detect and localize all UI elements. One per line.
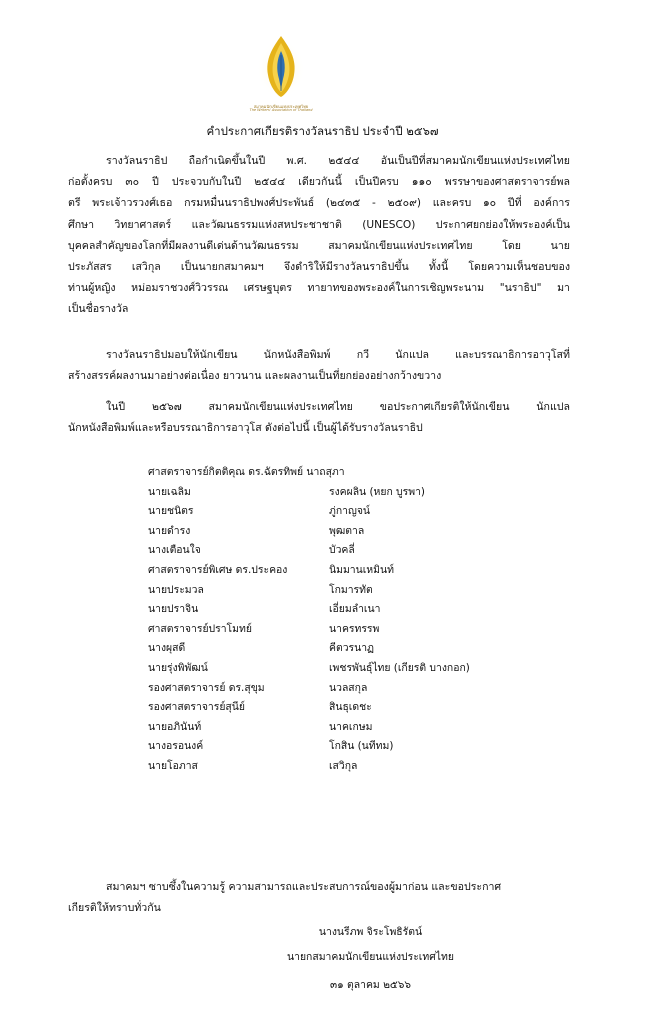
list-item <box>148 600 568 620</box>
awardee-given-name: นางเตือนใจ <box>148 544 201 557</box>
awardee-given-name: นายปราจิน <box>148 603 199 616</box>
awardee-given-name: ศาสตราจารย์กิตติคุณ ดร.ฉัตรทิพย์ นาถสุภา <box>148 466 345 478</box>
logo-caption-thai: สมาคมนักเขียนแห่งประเทศไทย <box>253 104 309 109</box>
list-item <box>148 483 568 503</box>
paragraph-line: ศึกษา วิทยาศาสตร์ และวัฒนธรรมแห่งสหประชาชาติ (UNESCO) ประกาศยกย่องให้พระองค์เป็น <box>68 218 570 231</box>
list-item <box>148 561 568 581</box>
list-item <box>148 581 568 601</box>
paragraph-history <box>68 151 570 321</box>
awardee-family-name: นิมมานเหมินท์ <box>329 563 394 576</box>
paragraph-line: เป็นชื่อรางวัล <box>68 303 129 316</box>
awardee-given-name: นายอภินันท์ <box>148 720 202 733</box>
awardee-family-name: พุฒตาล <box>329 524 365 537</box>
list-item <box>148 757 568 777</box>
signature-name: นางนรีภพ จิระโพธิรัตน์ <box>318 926 423 938</box>
closing-paragraph <box>68 877 570 919</box>
awardee-family-name: คีตวรนาฏ <box>329 642 375 655</box>
signature-date: ๓๑ ตุลาคม ๒๕๖๖ <box>330 979 411 991</box>
list-item <box>148 718 568 738</box>
awardee-given-name: นายรุ่งพิพัฒน์ <box>148 661 208 674</box>
awardee-given-name: ศาสตราจารย์ปราโมทย์ <box>148 622 252 635</box>
signature-title: นายกสมาคมนักเขียนแห่งประเทศไทย <box>287 951 454 963</box>
paragraph-line: รางวัลนราธิป ถือกำเนิดขึ้นในปี พ.ศ. ๒๕๔๔ อันเป็นปีที่สมาคมนักเขียนแห่งประเทศไทย <box>106 155 570 167</box>
paragraph-line: ประภัสสร เสวิกุล เป็นนายกสมาคมฯ จึงดำริให้มีรางวัลนราธิปขึ้น ทั้งนี้ โดยความเห็นชอบของ <box>68 261 570 274</box>
list-item <box>148 639 568 659</box>
awardee-family-name: นาคเกษม <box>329 720 373 733</box>
list-item <box>148 679 568 699</box>
logo-caption-english: The Writers' Association of Thailand <box>249 108 313 112</box>
list-item <box>148 502 568 522</box>
awardee-family-name: รงคผลิน (หยก บูรพา) <box>329 485 425 498</box>
list-item <box>148 737 568 757</box>
paragraph-line: รางวัลนราธิปมอบให้นักเขียน นักหนังสือพิมพ์ กวี นักแปล และบรรณาธิการอาวุโสที่ <box>106 349 570 361</box>
list-item <box>148 522 568 542</box>
paragraph-line: สมาคมฯ ซาบซึ้งในความรู้ ความสามารถและประสบการณ์ของผู้มาก่อน และขอประกาศ <box>106 881 502 893</box>
awardee-list <box>148 463 568 777</box>
paragraph-line: สร้างสรรค์ผลงานมาอย่างต่อเนื่อง ยาวนาน และผลงานเป็นที่ยกย่องอย่างกว้างขวาง <box>68 370 442 383</box>
awardee-family-name: เพชรพันธุ์ไทย (เกียรติ บางกอก) <box>329 661 470 674</box>
awardee-family-name: นาครทรรพ <box>329 622 380 635</box>
list-item <box>148 698 568 718</box>
page-title: คำประกาศเกียรติรางวัลนราธิป ประจำปี ๒๕๖๗ <box>206 124 439 138</box>
awardee-family-name: บัวคลี่ <box>329 544 355 557</box>
paragraph-line: นักหนังสือพิมพ์และหรือบรรณาธิการอาวุโส ดังต่อไปนี้ เป็นผู้ได้รับรางวัลนราธิป <box>68 422 423 435</box>
paragraph-line: ในปี ๒๕๖๗ สมาคมนักเขียนแห่งประเทศไทย ขอประกาศเกียรติให้นักเขียน นักแปล <box>106 401 570 413</box>
paragraph-announcement <box>68 397 570 439</box>
awardee-given-name: นายเฉลิม <box>148 485 191 498</box>
awardee-given-name: ศาสตราจารย์พิเศษ ดร.ประคอง <box>148 563 288 576</box>
paragraph-line: ตรี พระเจ้าวรวงศ์เธอ กรมหมื่นนราธิปพงศ์ประพันธ์ (๒๔๓๕ - ๒๕๐๙) และครบ ๑๐ ปีที่ องค์การ <box>68 197 570 210</box>
awardee-family-name: สินธุเดชะ <box>329 701 372 714</box>
awardee-given-name: รองศาสตราจารย์ ดร.สุขุม <box>148 681 265 694</box>
awardee-family-name: เสวิกุล <box>329 759 358 772</box>
paragraph-purpose <box>68 345 570 387</box>
awardee-given-name: นายชนิตร <box>148 505 194 518</box>
awardee-family-name: โกสิน (นทีทม) <box>329 740 394 753</box>
paragraph-line: ก่อตั้งครบ ๓๐ ปี ประจวบกับในปี ๒๕๔๔ เดียวกันนี้ เป็นปีครบ ๑๑๐ พรรษาของศาสตราจารย์พล <box>68 176 570 189</box>
awardee-given-name: รองศาสตราจารย์สุนีย์ <box>148 701 245 714</box>
paragraph-line: เกียรติให้ทราบทั่วกัน <box>68 902 161 915</box>
writers-association-logo <box>256 33 306 101</box>
awardee-family-name: นวลสกุล <box>329 681 368 694</box>
list-item <box>148 541 568 561</box>
awardee-given-name: นายโอภาส <box>148 759 198 772</box>
awardee-family-name: เอี่ยมลำเนา <box>329 603 381 616</box>
awardee-given-name: นายประมวล <box>148 583 204 596</box>
awardee-given-name: นางผุสดี <box>148 642 186 655</box>
list-item <box>148 620 568 640</box>
awardee-given-name: นางอรอนงค์ <box>148 740 204 753</box>
awardee-given-name: นายดำรง <box>148 524 191 537</box>
paragraph-line: บุคคลสำคัญของโลกที่มีผลงานดีเด่นด้านวัฒนธรรม สมาคมนักเขียนแห่งประเทศไทย โดย นาย <box>68 239 570 252</box>
list-item <box>148 659 568 679</box>
awardee-family-name: โกมารทัต <box>329 583 373 596</box>
paragraph-line: ท่านผู้หญิง หม่อมราชวงศ์วิวรรณ เศรษฐบุตร ทายาทของพระองค์ในการเชิญพระนาม "นราธิป" มา <box>68 282 570 295</box>
awardee-family-name: ภู่กาญจน์ <box>329 505 371 518</box>
list-item <box>148 463 568 483</box>
